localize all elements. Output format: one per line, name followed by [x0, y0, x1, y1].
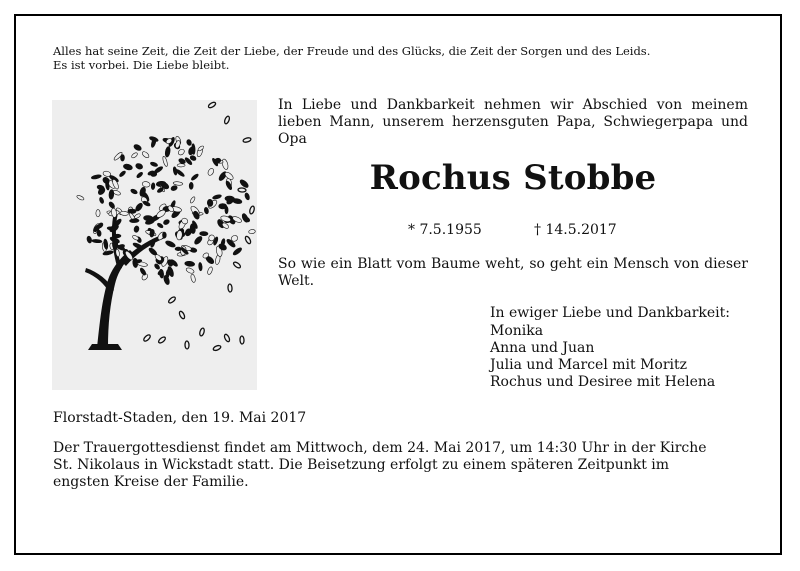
- mourner-item: Julia und Marcel mit Moritz: [490, 357, 688, 373]
- intro-text: In Liebe und Dankbarkeit nehmen wir Abschied von meinem lieben Mann, unserem herzensguten Papa, Schwiegerpapa und Opa: [278, 97, 748, 147]
- mourners-list: [490, 323, 715, 391]
- verse-text: So wie ein Blatt vom Baume weht, so geht ein Mensch von dieser Welt.: [278, 256, 748, 289]
- closing-line: In ewiger Liebe und Dankbarkeit:: [490, 305, 730, 321]
- mourner-item: Rochus und Desiree mit Helena: [490, 374, 716, 390]
- place-date: Florstadt-Staden, den 19. Mai 2017: [53, 410, 307, 426]
- service-info: [53, 440, 753, 491]
- motto-line-2: Es ist vorbei. Die Liebe bleibt.: [53, 58, 230, 72]
- tree-image: [52, 100, 257, 390]
- service-line-1: Der Trauergottesdienst findet am Mittwoch, dem 24. Mai 2017, um 14:30 Uhr in der Kirche: [53, 440, 707, 456]
- birth-date: * 7.5.1955: [408, 222, 482, 238]
- service-line-3: engsten Kreise der Familie.: [53, 474, 249, 490]
- service-line-2: St. Nikolaus in Wickstadt statt. Die Beisetzung erfolgt zu einem späteren Zeitpunkt im: [53, 457, 670, 473]
- motto-line-1: Alles hat seine Zeit, die Zeit der Liebe, der Freude und des Glücks, die Zeit der Sorgen und des Leids.: [53, 44, 651, 58]
- mourner-item: Anna und Juan: [490, 340, 595, 356]
- windblown-tree-icon: [52, 100, 257, 390]
- death-date: † 14.5.2017: [534, 222, 617, 238]
- mourner-item: Monika: [490, 323, 544, 339]
- deceased-name: Rochus Stobbe: [369, 158, 657, 198]
- motto: [53, 44, 753, 72]
